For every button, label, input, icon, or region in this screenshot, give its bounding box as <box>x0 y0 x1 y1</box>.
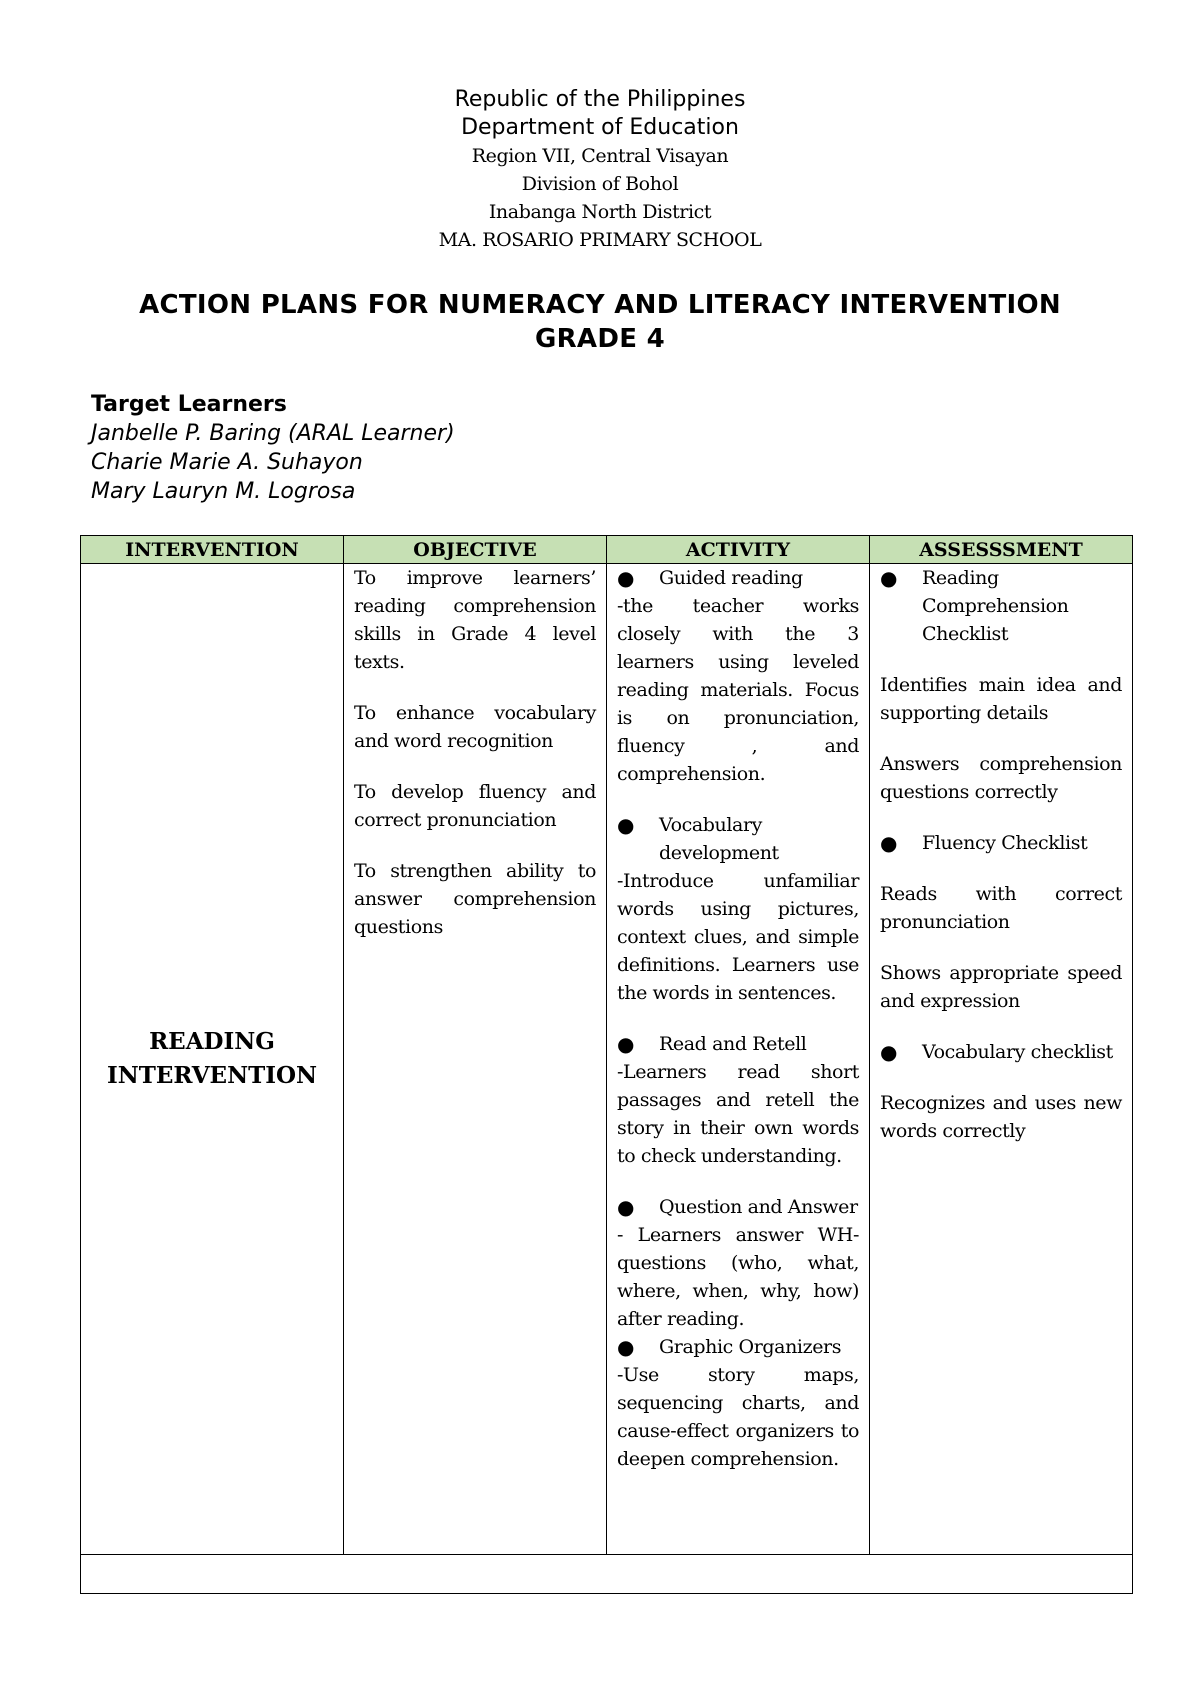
table-row-empty <box>81 1555 1133 1594</box>
target-learners <box>91 390 455 506</box>
bullet-icon: ● <box>617 566 635 590</box>
activity-bullet <box>617 564 859 592</box>
activity-item <box>617 1333 859 1473</box>
activity-bullet <box>617 1333 859 1361</box>
activity-description: -Use story maps, sequencing charts, and cause-effect organizers to deepen comprehension. <box>617 1364 859 1470</box>
title-line-2: GRADE 4 <box>534 324 666 354</box>
header-activity: ACTIVITY <box>607 536 870 564</box>
header-region: Region VII, Central Visayan <box>471 145 729 167</box>
activity-title: Read and Retell <box>659 1033 807 1055</box>
bullet-icon: ● <box>880 566 898 590</box>
checklist-title: Reading Comprehension Checklist <box>922 567 1069 645</box>
bullet-icon: ● <box>617 1195 635 1219</box>
activity-description: -the teacher works closely with the 3 learners using leveled reading materials. Focus is on pronunciation, fluency , and comprehension. <box>617 595 859 785</box>
objective-item: To develop fluency and correct pronunciation <box>354 781 596 831</box>
title-line-1: ACTION PLANS FOR NUMERACY AND LITERACY INTERVENTION <box>139 290 1061 320</box>
bullet-icon: ● <box>880 1040 898 1064</box>
bullet-icon: ● <box>617 1032 635 1056</box>
assessment-criterion: Shows appropriate speed and expression <box>880 962 1122 1012</box>
bullet-icon: ● <box>617 1335 635 1359</box>
header-division: Division of Bohol <box>521 173 679 195</box>
assessment-criterion: Answers comprehension questions correctly <box>880 753 1122 803</box>
activity-description: - Learners answer WH-questions (who, what, where, when, why, how) after reading. <box>617 1224 859 1330</box>
assessment-bullet <box>880 564 1122 648</box>
assessment-checklist <box>880 1038 1122 1066</box>
bullet-icon: ● <box>880 831 898 855</box>
action-plan-table <box>80 535 1133 1594</box>
header-objective: OBJECTIVE <box>344 536 607 564</box>
header-intervention: INTERVENTION <box>81 536 344 564</box>
activity-title: Guided reading <box>659 567 803 589</box>
assessment-criterion: Reads with correct pronunciation <box>880 883 1122 933</box>
activity-item <box>617 1030 859 1170</box>
intervention-name: READING <box>149 1028 275 1055</box>
bullet-icon: ● <box>617 813 635 837</box>
header-republic: Republic of the Philippines <box>454 87 746 112</box>
activity-title: Graphic Organizers <box>659 1336 842 1358</box>
objective-item: To strengthen ability to answer comprehension questions <box>354 860 596 938</box>
assessment-checklist <box>880 829 1122 857</box>
activity-bullet <box>617 1030 859 1058</box>
learner-name: Mary Lauryn M. Logrosa <box>91 479 356 504</box>
objective-item: To improve learners’ reading comprehension skills in Grade 4 level texts. <box>354 567 596 673</box>
activity-item <box>617 1193 859 1333</box>
learner-name: Janbelle P. Baring (ARAL Learner) <box>91 421 455 446</box>
activity-title: Vocabulary development <box>659 814 779 864</box>
intervention-cell <box>81 564 344 1555</box>
activity-description: -Learners read short passages and retell the story in their own words to check understanding. <box>617 1061 859 1167</box>
assessment-cell <box>870 564 1133 1555</box>
assessment-criterion: Recognizes and uses new words correctly <box>880 1092 1122 1142</box>
empty-cell <box>81 1555 1133 1594</box>
header-district: Inabanga North District <box>488 201 712 223</box>
activity-title: Question and Answer <box>659 1196 858 1218</box>
assessment-bullet <box>880 829 1122 857</box>
activity-item <box>617 564 859 788</box>
checklist-title: Vocabulary checklist <box>922 1041 1113 1063</box>
learner-name: Charie Marie A. Suhayon <box>91 450 363 475</box>
activity-item <box>617 811 859 1007</box>
header-assessment: ASSESSSMENT <box>870 536 1133 564</box>
objective-cell <box>344 564 607 1555</box>
table-header-row <box>81 536 1133 564</box>
objective-item: To enhance vocabulary and word recognition <box>354 702 596 752</box>
activity-cell <box>607 564 870 1555</box>
intervention-name: INTERVENTION <box>106 1062 318 1089</box>
letterhead <box>0 86 1200 254</box>
target-learners-heading: Target Learners <box>91 392 287 417</box>
activity-description: -Introduce unfamiliar words using pictures, context clues, and simple definitions. Learners use the words in sentences. <box>617 870 859 1004</box>
activity-bullet <box>617 1193 859 1221</box>
assessment-criterion: Identifies main idea and supporting details <box>880 674 1122 724</box>
document-title <box>0 288 1200 356</box>
checklist-title: Fluency Checklist <box>922 832 1088 854</box>
assessment-checklist <box>880 564 1122 648</box>
activity-bullet <box>617 811 859 867</box>
header-school: MA. ROSARIO PRIMARY SCHOOL <box>438 229 762 251</box>
assessment-bullet <box>880 1038 1122 1066</box>
header-department: Department of Education <box>461 115 739 140</box>
table-row <box>81 564 1133 1555</box>
